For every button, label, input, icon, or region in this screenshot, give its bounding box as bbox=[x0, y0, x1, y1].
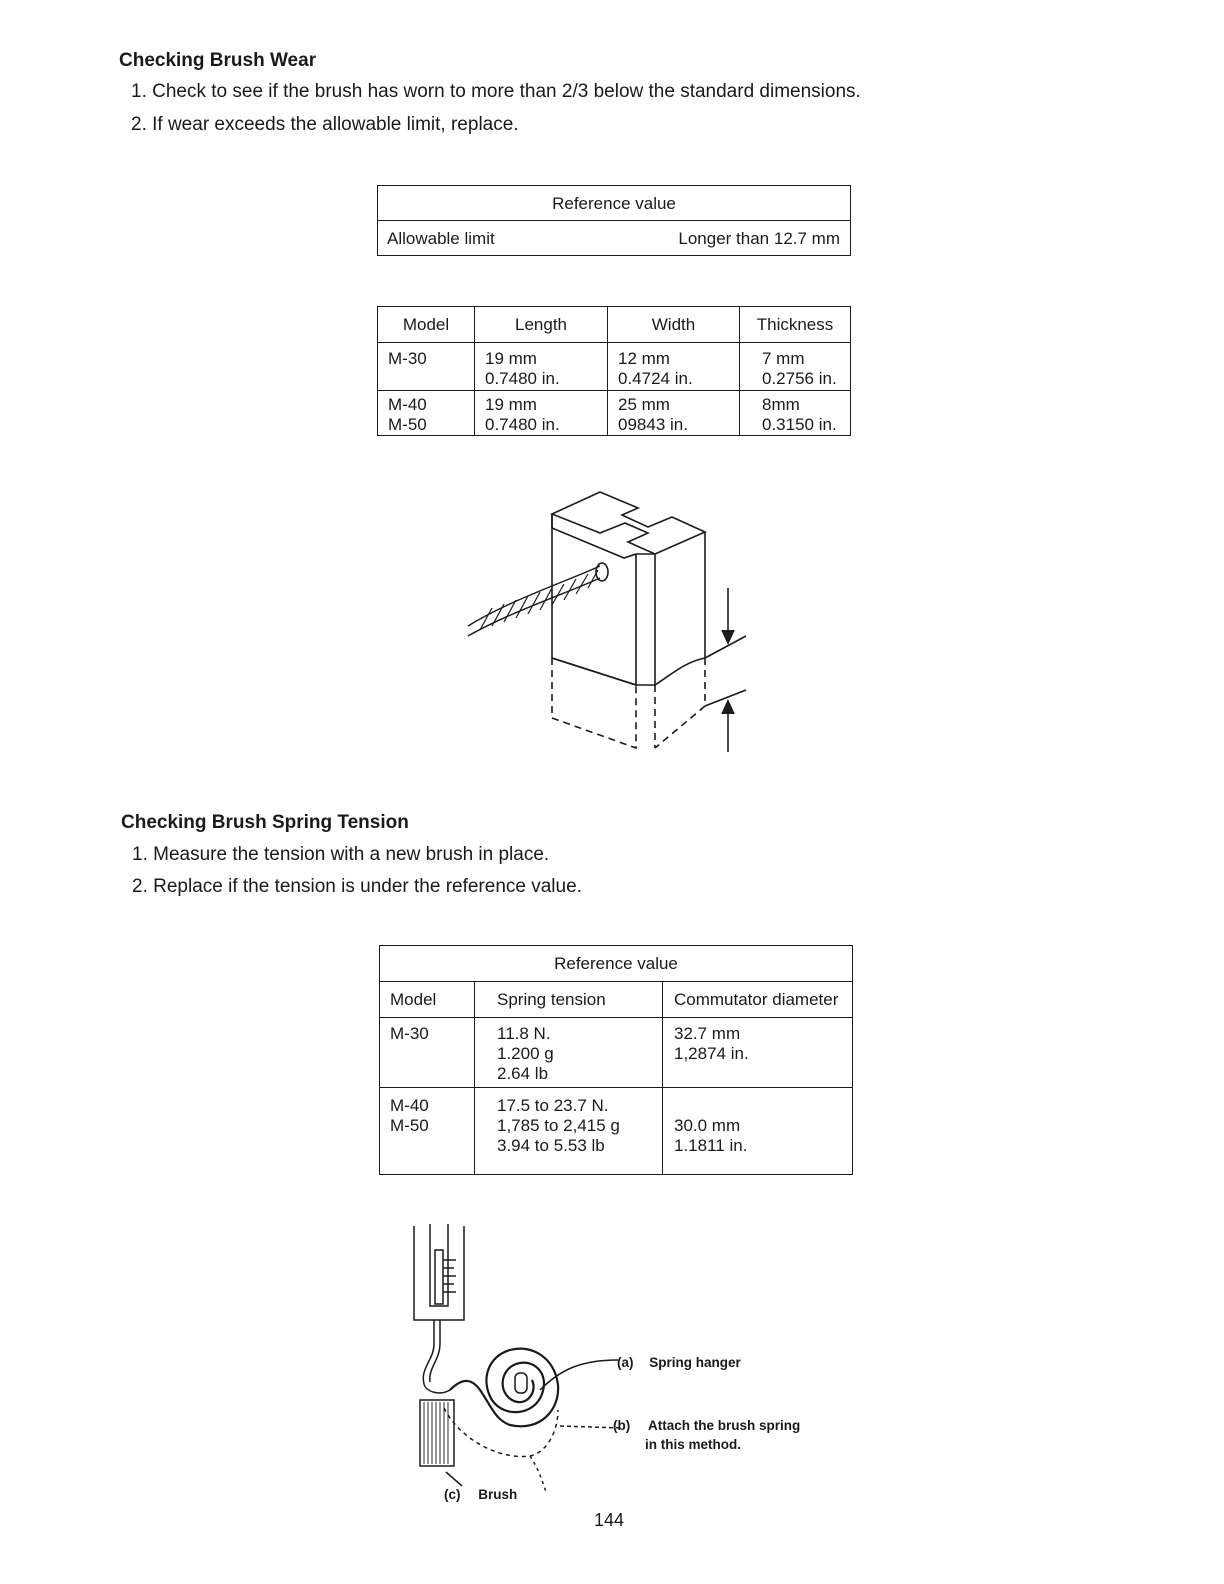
cell-line: 09843 in. bbox=[618, 415, 688, 434]
header-commutator-diameter: Commutator diameter bbox=[663, 982, 853, 1018]
callout-attach-method bbox=[613, 1418, 800, 1433]
table-row bbox=[378, 343, 851, 391]
callout-tag: (a) bbox=[617, 1355, 634, 1370]
model-cell bbox=[378, 343, 475, 391]
cell-line: 2.64 lb bbox=[497, 1064, 549, 1083]
cell-line: 3.94 to 5.53 lb bbox=[497, 1136, 605, 1155]
brush-wear-step-1: 1. Check to see if the brush has worn to more than 2/3 below the standard dimensions. bbox=[131, 81, 861, 102]
cell-line: 17.5 to 23.7 N. bbox=[497, 1096, 609, 1115]
cell-line: M-50 bbox=[390, 1116, 429, 1135]
cell-line: M-30 bbox=[388, 349, 427, 368]
callout-text: Spring hanger bbox=[649, 1355, 741, 1370]
cell-line: 1.1811 in. bbox=[674, 1136, 748, 1155]
cell-line: 1.200 g bbox=[497, 1044, 554, 1063]
cell-line: 8mm bbox=[762, 395, 800, 414]
page-number: 144 bbox=[594, 1510, 625, 1530]
callout-attach-method-line2: in this method. bbox=[645, 1437, 741, 1452]
section-heading-brush-wear: Checking Brush Wear bbox=[119, 50, 317, 71]
spring-tension-diagram bbox=[400, 1220, 640, 1500]
length-cell bbox=[475, 343, 608, 391]
callout-tag: (b) bbox=[613, 1418, 631, 1433]
allowable-limit-value: Longer than 12.7 mm bbox=[569, 221, 850, 256]
allowable-limit-table bbox=[377, 185, 851, 256]
header-model: Model bbox=[378, 307, 475, 343]
tension-cell bbox=[475, 1018, 663, 1088]
reference-value-title: Reference value bbox=[378, 186, 851, 221]
spring-tension-step-2: 2. Replace if the tension is under the reference value. bbox=[132, 876, 582, 897]
width-cell bbox=[608, 391, 740, 436]
callout-spring-hanger bbox=[617, 1355, 741, 1370]
header-model: Model bbox=[380, 982, 475, 1018]
cell-line: 0.2756 in. bbox=[762, 369, 837, 388]
callout-tag: (c) bbox=[444, 1487, 461, 1502]
cell-line: M-50 bbox=[388, 415, 427, 434]
model-cell bbox=[380, 1088, 475, 1175]
diameter-cell bbox=[663, 1088, 853, 1175]
cell-line: 19 mm bbox=[485, 349, 537, 368]
cell-line: 1,785 to 2,415 g bbox=[497, 1116, 620, 1135]
model-cell bbox=[378, 391, 475, 436]
table-row bbox=[380, 1018, 853, 1088]
cell-line: 11.8 N. bbox=[497, 1024, 551, 1043]
cell-line: 30.0 mm bbox=[674, 1116, 741, 1135]
header-spring-tension: Spring tension bbox=[475, 982, 663, 1018]
spring-tension-table bbox=[379, 945, 853, 1175]
brush-dimensions-table bbox=[377, 306, 851, 436]
model-cell bbox=[380, 1018, 475, 1088]
length-cell bbox=[475, 391, 608, 436]
section-heading-spring-tension: Checking Brush Spring Tension bbox=[121, 812, 409, 833]
cell-line: 7 mm bbox=[762, 349, 805, 368]
cell-line: M-30 bbox=[390, 1024, 429, 1043]
header-width: Width bbox=[608, 307, 740, 343]
thickness-cell bbox=[740, 391, 851, 436]
cell-line: 0.3150 in. bbox=[762, 415, 837, 434]
cell-line: 12 mm bbox=[618, 349, 670, 368]
cell-line: 1,2874 in. bbox=[674, 1044, 749, 1063]
cell-line: M-40 bbox=[388, 395, 427, 414]
width-cell bbox=[608, 343, 740, 391]
spring-tension-step-1: 1. Measure the tension with a new brush in place. bbox=[132, 844, 550, 865]
cell-line: 0.7480 in. bbox=[485, 415, 560, 434]
reference-value-title: Reference value bbox=[380, 946, 853, 982]
cell-line: 19 mm bbox=[485, 395, 537, 414]
callout-brush bbox=[444, 1487, 517, 1502]
thickness-cell bbox=[740, 343, 851, 391]
header-length: Length bbox=[475, 307, 608, 343]
callout-text: Attach the brush spring bbox=[648, 1418, 801, 1433]
cell-line: 0.7480 in. bbox=[485, 369, 560, 388]
callout-text: Brush bbox=[478, 1487, 518, 1502]
cell-line: 32.7 mm bbox=[674, 1024, 741, 1043]
tension-cell bbox=[475, 1088, 663, 1175]
diameter-cell bbox=[663, 1018, 853, 1088]
cell-line: 25 mm bbox=[618, 395, 670, 414]
table-row bbox=[378, 391, 851, 436]
brush-wear-step-2: 2. If wear exceeds the allowable limit, replace. bbox=[131, 114, 519, 135]
cell-line: M-40 bbox=[390, 1096, 429, 1115]
header-thickness: Thickness bbox=[740, 307, 851, 343]
table-row bbox=[380, 1088, 853, 1175]
brush-wear-diagram bbox=[440, 480, 770, 770]
cell-line: 0.4724 in. bbox=[618, 369, 693, 388]
allowable-limit-label: Allowable limit bbox=[378, 221, 570, 256]
